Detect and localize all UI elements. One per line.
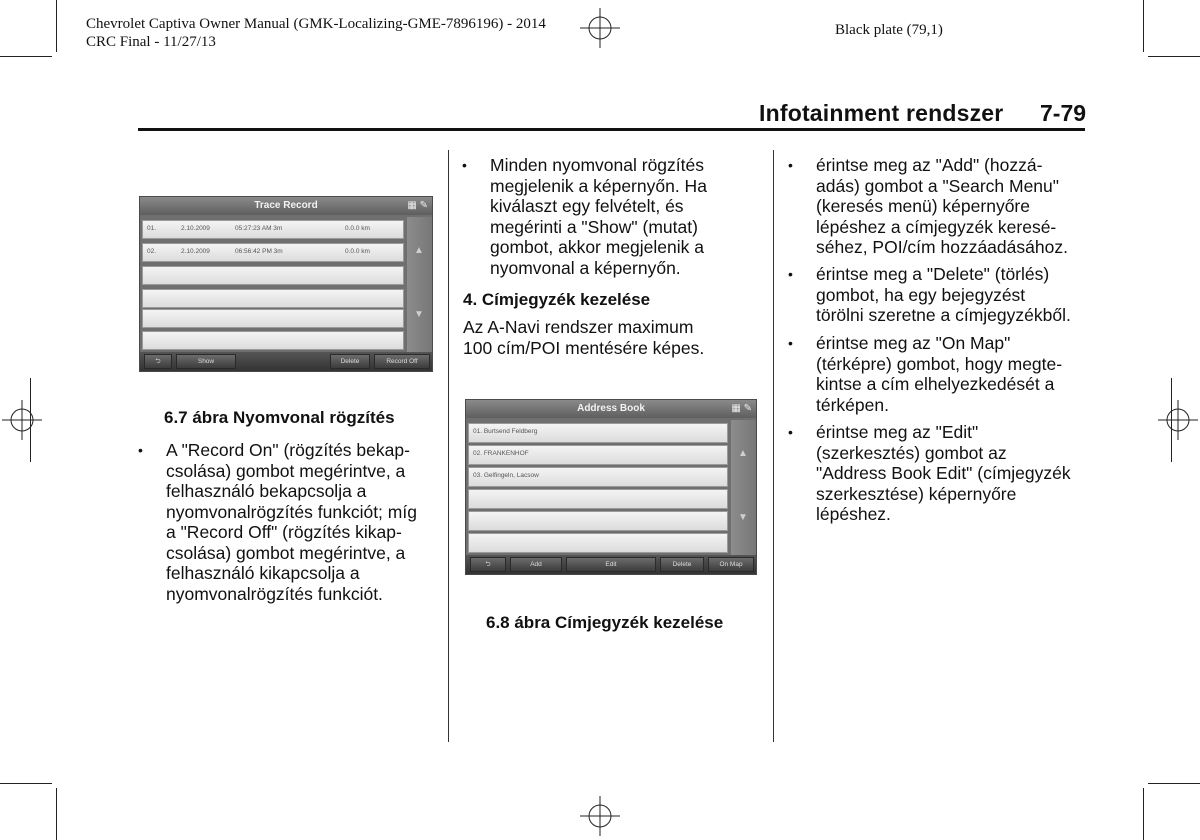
bullet-icon: •	[788, 266, 793, 282]
bullet-text: érintse meg az "Edit" (szerkesztés) gombot az "Address Book Edit" (címjegyzék szerkesztése) képernyőre lépéshez.	[816, 422, 1071, 524]
bullet-text: érintse meg a "Delete" (törlés) gombot, ha egy bejegyzést törölni szeretne a címjegyzékből.	[816, 264, 1071, 325]
figure-caption: 6.8 ábra Címjegyzék kezelése	[486, 613, 724, 632]
back-button: ⮌	[144, 354, 172, 369]
edit-button: Edit	[566, 557, 656, 572]
registration-mark-icon	[580, 8, 620, 48]
crop-mark	[1148, 56, 1200, 57]
bullet-icon: •	[788, 424, 793, 440]
trace-row: 01. 2.10.2009 05:27:23 AM 3m 0.0.0 km	[142, 220, 404, 239]
address-book-screenshot	[465, 399, 757, 575]
bullet-icon: •	[788, 335, 793, 351]
page-number: 7-79	[1040, 100, 1087, 126]
screen-scrollbar	[407, 217, 432, 353]
screen-title: Address Book	[577, 403, 645, 414]
back-button: ⮌	[470, 557, 506, 572]
crop-mark	[1143, 0, 1144, 52]
title-rule	[138, 128, 1085, 131]
figure-caption: 6.7 ábra Nyomvonal rögzítés	[164, 408, 395, 427]
column-divider	[448, 150, 449, 742]
crop-mark	[56, 0, 57, 52]
scroll-up-icon: ▲	[414, 245, 424, 256]
screen-title: Trace Record	[254, 200, 318, 211]
crop-mark	[56, 788, 57, 840]
trace-row-empty	[142, 309, 404, 328]
trace-row-empty	[142, 266, 404, 285]
header-line-1: Chevrolet Captiva Owner Manual (GMK-Localizing-GME-7896196) - 2014	[86, 16, 546, 32]
trace-row-empty	[142, 289, 404, 308]
delete-button: Delete	[330, 354, 370, 369]
header-line-2: CRC Final - 11/27/13	[86, 34, 216, 50]
on-map-button: On Map	[708, 557, 754, 572]
screen-button-bar	[466, 555, 756, 574]
screen-title-bar	[140, 197, 432, 215]
side-mark-line	[1171, 378, 1172, 462]
bullet-text: érintse meg az "On Map" (térképre) gombot, hogy megte- kintse a cím elhelyezkedését a térképen.	[816, 333, 1063, 415]
registration-mark-icon	[2, 400, 42, 440]
address-row: 01. Burtsend Feldberg	[468, 423, 728, 443]
trace-record-screenshot	[139, 196, 433, 372]
side-mark-line	[30, 378, 31, 462]
plate-label: Black plate (79,1)	[835, 22, 943, 38]
address-row: 02. FRANKENHOF	[468, 445, 728, 465]
trace-row: 02. 2.10.2009 06:56:42 PM 3m 0.0.0 km	[142, 243, 404, 262]
print-header	[86, 15, 546, 51]
bullet-text: A "Record On" (rögzítés bekap- csolása) gombot megérintve, a felhasználó bekapcsolja a nyomvonalrögzítés funkciót; míg a "Record Off" (rögzítés kikap- csolása) gombot megérintve, a felhasználó kikapcsolja a nyomvonalrögzítés funkciót.	[166, 440, 417, 604]
bullet-text: Minden nyomvonal rögzítés megjelenik a képernyőn. Ha kiválaszt egy felvételt, és megérinti a "Show" (mutat) gombot, akkor megjelenik a nyomvonal a képernyőn.	[490, 155, 707, 278]
scroll-down-icon: ▼	[738, 512, 748, 523]
screen-title-bar	[466, 400, 756, 418]
crop-mark	[0, 783, 52, 784]
delete-button: Delete	[660, 557, 704, 572]
address-row-empty	[468, 489, 728, 509]
screen-status-icons: ▦ ✎	[731, 403, 752, 414]
address-row-empty	[468, 533, 728, 553]
bullet-icon: •	[462, 157, 467, 173]
crop-mark	[1148, 783, 1200, 784]
screen-scrollbar	[731, 420, 756, 556]
column-divider	[773, 150, 774, 742]
registration-mark-icon	[1158, 400, 1198, 440]
registration-mark-icon	[580, 796, 620, 836]
show-button: Show	[176, 354, 236, 369]
bullet-text: érintse meg az "Add" (hozzá- adás) gombot a "Search Menu" (keresés menü) képernyőre lépéshez a címjegyzék keresé- séhez, POI/cím hozzáadásához.	[816, 155, 1068, 257]
address-row: 03. Gelfingeln, Lacsow	[468, 467, 728, 487]
address-row-empty	[468, 511, 728, 531]
scroll-down-icon: ▼	[414, 309, 424, 320]
screen-button-bar	[140, 352, 432, 371]
subsection-heading: 4. Címjegyzék kezelése	[463, 290, 651, 309]
add-button: Add	[510, 557, 562, 572]
record-off-button: Record Off	[374, 354, 430, 369]
crop-mark	[1143, 788, 1144, 840]
section-title: Infotainment rendszer	[759, 100, 1004, 126]
crop-mark	[0, 56, 52, 57]
bullet-icon: •	[788, 157, 793, 173]
bullet-icon: •	[138, 442, 143, 458]
trace-row-empty	[142, 331, 404, 350]
paragraph: Az A-Navi rendszer maximum 100 cím/POI mentésére képes.	[463, 317, 705, 358]
screen-status-icons: ▦ ✎	[407, 200, 428, 211]
scroll-up-icon: ▲	[738, 448, 748, 459]
